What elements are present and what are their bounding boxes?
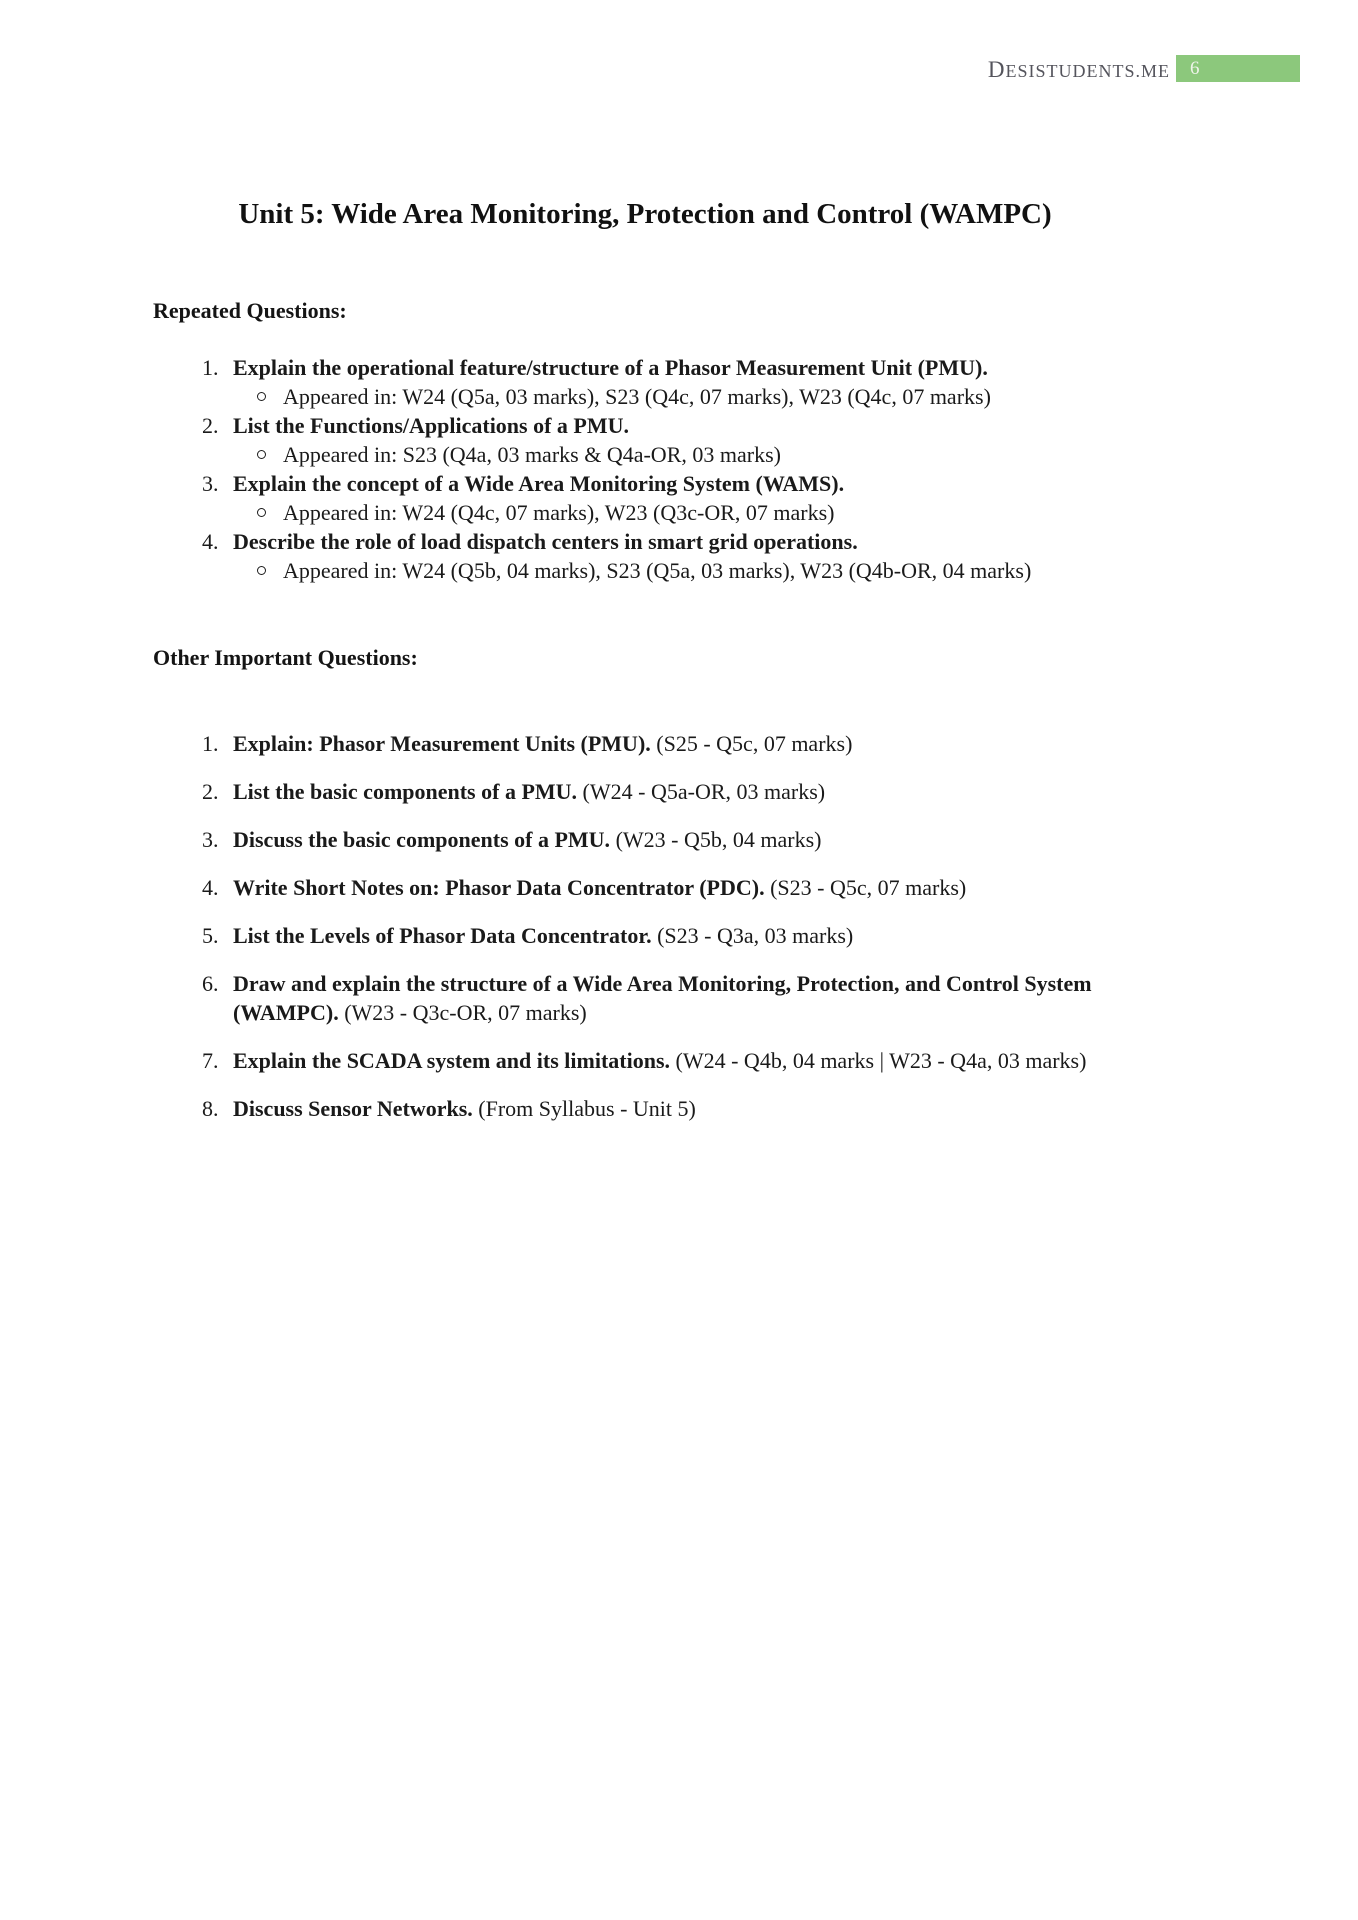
document-title: Unit 5: Wide Area Monitoring, Protection and Control (WAMPC)	[238, 198, 1052, 230]
section-heading-repeated: Repeated Questions:	[153, 298, 347, 323]
circle-bullet-icon	[257, 508, 266, 517]
question-number: 2.	[202, 413, 219, 438]
question-text	[233, 1094, 1133, 1123]
page-number: 6	[1190, 58, 1200, 79]
question-ref: (W24 - Q5a-OR, 03 marks)	[582, 779, 826, 804]
question-ref: (S25 - Q5c, 07 marks)	[656, 731, 853, 756]
page-number-badge	[1176, 55, 1300, 82]
question-number: 3.	[202, 827, 219, 852]
question-item	[202, 1046, 1133, 1075]
appeared-line	[257, 440, 1162, 469]
question-bold-text: Write Short Notes on: Phasor Data Concentrator (PDC).	[233, 875, 765, 900]
question-number: 1.	[202, 731, 219, 756]
circle-bullet-icon	[257, 392, 266, 401]
question-number: 7.	[202, 1048, 219, 1073]
question-bold-text: Explain the SCADA system and its limitations.	[233, 1048, 671, 1073]
question-bold-text: Draw and explain the structure of a Wide Area Monitoring, Protection, and Control System (WAMPC).	[233, 971, 1092, 1025]
question-item	[202, 527, 1162, 585]
question-text	[233, 969, 1133, 1027]
question-item	[202, 921, 1133, 950]
appeared-line	[257, 556, 1162, 585]
question-item	[202, 729, 1133, 758]
circle-bullet-icon	[257, 450, 266, 459]
question-text: Describe the role of load dispatch centers in smart grid operations.	[233, 529, 858, 554]
question-text	[233, 825, 1133, 854]
question-number: 6.	[202, 971, 219, 996]
question-item	[202, 411, 1162, 469]
question-text	[233, 1046, 1133, 1075]
question-text: Explain the operational feature/structure of a Phasor Measurement Unit (PMU).	[233, 355, 988, 380]
question-number: 5.	[202, 923, 219, 948]
question-bold-text: Discuss the basic components of a PMU.	[233, 827, 611, 852]
question-text	[233, 873, 1133, 902]
question-item	[202, 825, 1133, 854]
question-item	[202, 1094, 1133, 1123]
appeared-text: Appeared in: W24 (Q5b, 04 marks), S23 (Q5a, 03 marks), W23 (Q4b-OR, 04 marks)	[283, 558, 1032, 583]
question-bold-text: Discuss Sensor Networks.	[233, 1096, 473, 1121]
circle-bullet-icon	[257, 566, 266, 575]
appeared-text: Appeared in: W24 (Q5a, 03 marks), S23 (Q4c, 07 marks), W23 (Q4c, 07 marks)	[283, 384, 991, 409]
question-bold-text: List the basic components of a PMU.	[233, 779, 578, 804]
question-ref: (S23 - Q3a, 03 marks)	[657, 923, 854, 948]
question-ref: (S23 - Q5c, 07 marks)	[770, 875, 967, 900]
question-bold-text: Explain: Phasor Measurement Units (PMU).	[233, 731, 651, 756]
header	[0, 57, 1170, 84]
question-number: 1.	[202, 355, 219, 380]
question-item	[202, 969, 1133, 1027]
question-text	[233, 777, 1133, 806]
question-item	[202, 469, 1162, 527]
question-text: List the Functions/Applications of a PMU.	[233, 413, 630, 438]
question-text	[233, 729, 1133, 758]
section-heading-other: Other Important Questions:	[153, 645, 418, 670]
question-bold-text: List the Levels of Phasor Data Concentrator.	[233, 923, 652, 948]
question-ref: (From Syllabus - Unit 5)	[478, 1096, 696, 1121]
question-ref: (W23 - Q5b, 04 marks)	[615, 827, 822, 852]
site-name: DESISTUDENTS.ME	[987, 57, 1170, 82]
question-text	[233, 921, 1133, 950]
question-number: 4.	[202, 875, 219, 900]
question-item	[202, 873, 1133, 902]
repeated-question-list	[202, 353, 1162, 585]
question-number: 3.	[202, 471, 219, 496]
appeared-text: Appeared in: S23 (Q4a, 03 marks & Q4a-OR, 03 marks)	[283, 442, 781, 467]
appeared-line	[257, 382, 1162, 411]
question-item	[202, 777, 1133, 806]
question-number: 8.	[202, 1096, 219, 1121]
appeared-line	[257, 498, 1162, 527]
question-number: 2.	[202, 779, 219, 804]
question-ref: (W23 - Q3c-OR, 07 marks)	[344, 1000, 587, 1025]
question-item	[202, 353, 1162, 411]
question-text: Explain the concept of a Wide Area Monitoring System (WAMS).	[233, 471, 845, 496]
question-number: 4.	[202, 529, 219, 554]
appeared-text: Appeared in: W24 (Q4c, 07 marks), W23 (Q3c-OR, 07 marks)	[283, 500, 835, 525]
question-ref: (W24 - Q4b, 04 marks | W23 - Q4a, 03 marks)	[675, 1048, 1087, 1073]
other-question-list	[202, 729, 1133, 1142]
